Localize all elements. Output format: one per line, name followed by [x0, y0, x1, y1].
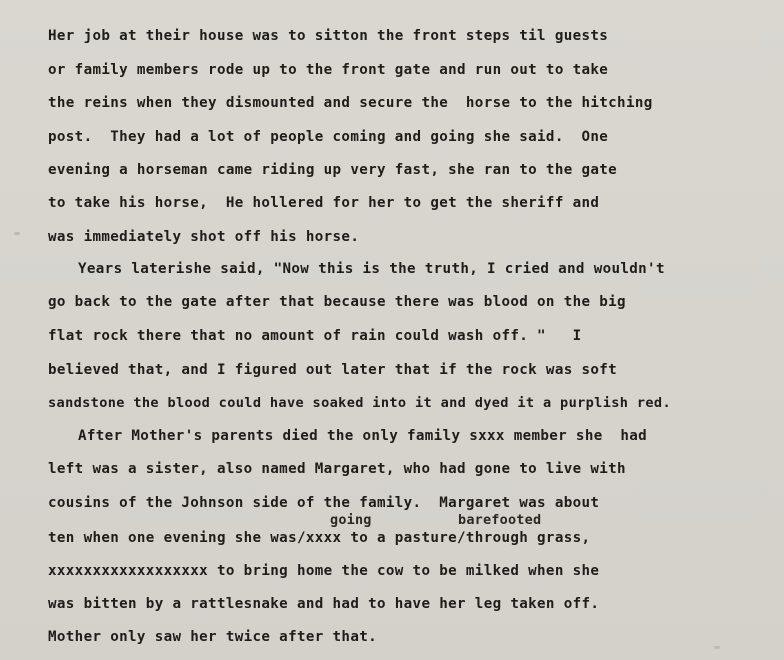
- paper-speck: [14, 232, 20, 235]
- inserted-word-going: going: [330, 512, 372, 528]
- text-line: evening a horseman came riding up very fast, she ran to the gate: [48, 162, 618, 178]
- paper-speck: [714, 646, 720, 649]
- text-line: flat rock there that no amount of rain could wash off. " I: [48, 328, 582, 344]
- text-line: the reins when they dismounted and secure the horse to the hitching: [48, 95, 653, 111]
- text-line: believed that, and I figured out later that if the rock was soft: [48, 362, 618, 378]
- text-line: cousins of the Johnson side of the family. Margaret was about: [48, 495, 600, 511]
- text-line: Mother only saw her twice after that.: [48, 629, 377, 645]
- text-line: left was a sister, also named Margaret, who had gone to live with: [48, 461, 626, 477]
- text-line: was bitten by a rattlesnake and had to have her leg taken off.: [48, 596, 600, 612]
- text-line: or family members rode up to the front gate and run out to take: [48, 62, 609, 78]
- text-line: After Mother's parents died the only family sxxx member she had: [78, 428, 648, 444]
- text-line: was immediately shot off his horse.: [48, 229, 360, 245]
- text-line: post. They had a lot of people coming and going she said. One: [48, 129, 609, 145]
- text-line: Years laterishe said, "Now this is the truth, I cried and wouldn't: [78, 261, 665, 277]
- text-line: xxxxxxxxxxxxxxxxxx to bring home the cow to be milked when she: [48, 563, 600, 579]
- text-line: sandstone the blood could have soaked into it and dyed it a purplish red.: [48, 395, 671, 411]
- text-line: to take his horse, He hollered for her to get the sheriff and: [48, 195, 600, 211]
- text-line: go back to the gate after that because there was blood on the big: [48, 294, 626, 310]
- text-line: ten when one evening she was/xxxx to a pasture/through grass,: [48, 530, 591, 546]
- text-line: Her job at their house was to sitton the front steps til guests: [48, 28, 609, 44]
- inserted-word-barefooted: barefooted: [458, 512, 542, 528]
